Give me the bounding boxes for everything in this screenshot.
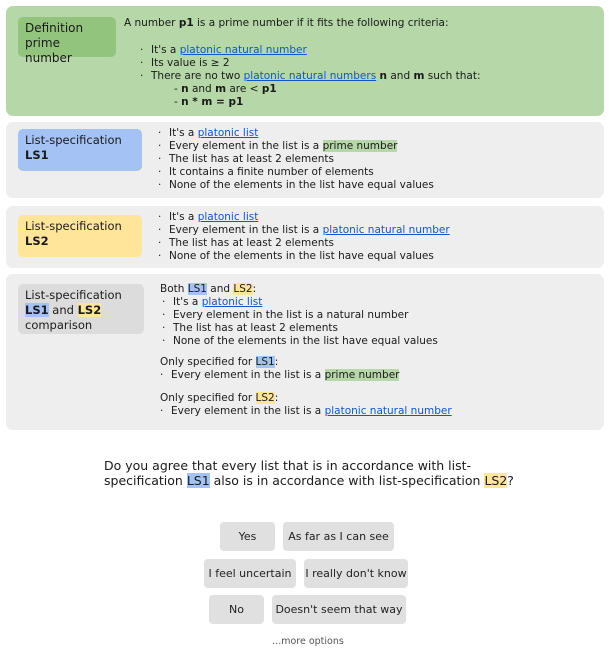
prime-number-highlight: prime number bbox=[324, 369, 400, 381]
only-ls2-heading: Only specified for LS2: bbox=[160, 392, 279, 404]
definition-tag-line2: prime number bbox=[25, 36, 72, 65]
link-platonic-natural-numbers[interactable]: platonic natural numbers bbox=[243, 70, 377, 82]
comparison-content bbox=[160, 283, 452, 418]
question-text: Do you agree that every list that is in accordance with list-specification LS1 also is in accordance with list-specification LS2? bbox=[104, 458, 514, 488]
comparison-card bbox=[6, 274, 604, 430]
list-item: · It's a platonic list bbox=[158, 127, 259, 139]
bullet-icon: · bbox=[162, 322, 166, 334]
bullet-icon: · bbox=[158, 140, 162, 152]
bullet-icon: · bbox=[162, 309, 166, 321]
definition-tag-line1: Definition bbox=[25, 21, 84, 35]
comparison-tag: List-specification LS1 and LS2 comparison bbox=[18, 284, 144, 334]
list-item: · Every element in the list is a platonic natural number bbox=[160, 405, 452, 417]
list-item: · The list has at least 2 elements bbox=[158, 153, 334, 165]
bullet-icon: · bbox=[158, 250, 162, 262]
no-button[interactable]: No bbox=[209, 595, 264, 624]
definition-bullet-1: · It's a platonic natural number bbox=[140, 44, 307, 56]
bullet-icon: · bbox=[158, 224, 162, 236]
only-ls1-heading: Only specified for LS1: bbox=[160, 356, 279, 368]
ls1-list bbox=[158, 127, 434, 192]
definition-bullet-3: · There are no two platonic natural numbers n and m such that: bbox=[140, 70, 481, 82]
bullet-icon: · bbox=[140, 57, 144, 69]
i-really-dont-know-button[interactable]: I really don't know bbox=[304, 559, 408, 588]
list-item: · It's a platonic list bbox=[158, 211, 259, 223]
list-item: · Every element in the list is a prime number bbox=[160, 369, 400, 381]
list-item: · Every element in the list is a prime number bbox=[158, 140, 398, 152]
doesnt-seem-that-way-button[interactable]: Doesn't seem that way bbox=[272, 595, 406, 624]
list-item: · It contains a finite number of elements bbox=[158, 166, 374, 178]
definition-bullet-2: · Its value is ≥ 2 bbox=[140, 57, 230, 69]
bullet-icon: · bbox=[158, 153, 162, 165]
prime-number-highlight: prime number bbox=[322, 140, 398, 152]
i-feel-uncertain-button[interactable]: I feel uncertain bbox=[204, 559, 296, 588]
link-platonic-list[interactable]: platonic list bbox=[197, 127, 259, 139]
list-item: · Every element in the list is a platonic natural number bbox=[158, 224, 450, 236]
link-platonic-list[interactable]: platonic list bbox=[197, 211, 259, 223]
definition-sub-1: - n and m are < p1 bbox=[174, 83, 277, 95]
link-platonic-natural-number[interactable]: platonic natural number bbox=[324, 405, 452, 417]
more-options-link[interactable]: ...more options bbox=[272, 636, 344, 647]
ls2-card bbox=[6, 206, 604, 268]
both-heading: Both LS1 and LS2: bbox=[160, 283, 257, 295]
ls1-tag: List-specification LS1 bbox=[18, 129, 142, 171]
bullet-icon: · bbox=[140, 70, 144, 82]
list-item: · It's a platonic list bbox=[162, 296, 263, 308]
bullet-icon: · bbox=[140, 44, 144, 56]
bullet-icon: · bbox=[158, 166, 162, 178]
link-platonic-natural-number[interactable]: platonic natural number bbox=[179, 44, 307, 56]
list-item: · The list has at least 2 elements bbox=[162, 322, 338, 334]
ls2-list bbox=[158, 211, 450, 263]
list-item: · None of the elements in the list have equal values bbox=[158, 250, 434, 262]
definition-sub-2: - n * m = p1 bbox=[174, 96, 244, 108]
as-far-as-i-can-see-button[interactable]: As far as I can see bbox=[283, 522, 394, 551]
yes-button[interactable]: Yes bbox=[220, 522, 275, 551]
list-item: · Every element in the list is a natural number bbox=[162, 309, 409, 321]
bullet-icon: · bbox=[158, 179, 162, 191]
bullet-icon: · bbox=[160, 405, 164, 417]
list-item: · The list has at least 2 elements bbox=[158, 237, 334, 249]
bullet-icon: · bbox=[162, 335, 166, 347]
bullet-icon: · bbox=[158, 127, 162, 139]
link-platonic-list[interactable]: platonic list bbox=[201, 296, 263, 308]
ls2-tag: List-specification LS2 bbox=[18, 215, 142, 257]
ls1-card bbox=[6, 122, 604, 198]
definition-content bbox=[124, 17, 481, 109]
list-item: · None of the elements in the list have equal values bbox=[162, 335, 438, 347]
bullet-icon: · bbox=[158, 237, 162, 249]
definition-card bbox=[6, 6, 604, 116]
bullet-icon: · bbox=[162, 296, 166, 308]
definition-intro: A number p1 is a prime number if it fits the following criteria: bbox=[124, 17, 449, 29]
list-item: · None of the elements in the list have equal values bbox=[158, 179, 434, 191]
definition-tag bbox=[18, 17, 116, 65]
link-platonic-natural-number[interactable]: platonic natural number bbox=[322, 224, 450, 236]
bullet-icon: · bbox=[160, 369, 164, 381]
bullet-icon: · bbox=[158, 211, 162, 223]
